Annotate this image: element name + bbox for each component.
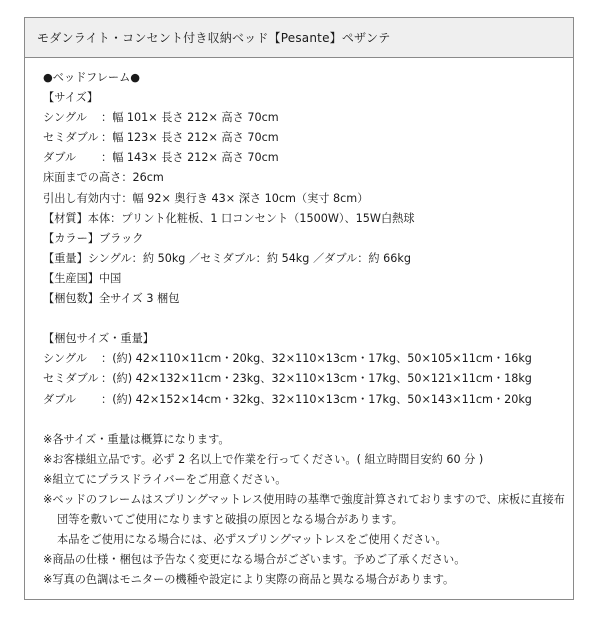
note-line: ※組立てにプラスドライバーをご用意ください。 xyxy=(43,472,287,486)
note-line: ※写真の色調はモニターの機種や設定により実際の商品と異なる場合があります。 xyxy=(43,573,455,587)
note-line: ※お客様組立品です。必ず 2 名以上で作業を行ってください。( 組立時間目安約 60 分 ) xyxy=(43,452,484,466)
size-value: ：幅 101× 長さ 212× 高さ 70cm xyxy=(101,111,279,125)
size-heading: 【サイズ】 xyxy=(43,91,99,105)
package-label: ダブル xyxy=(43,392,77,406)
size-value: ：幅 143× 長さ 212× 高さ 70cm xyxy=(101,151,279,165)
spacer xyxy=(43,309,565,329)
size-label: ダブル xyxy=(43,151,77,165)
size-row xyxy=(43,148,565,168)
spec-panel xyxy=(24,17,574,600)
spec-package-count: 【梱包数】全サイズ 3 梱包 xyxy=(43,292,180,306)
note-line: 本品をご使用になる場合には、必ずスプリングマットレスをご使用ください。 xyxy=(57,533,447,547)
size-label: シングル xyxy=(43,111,87,125)
page-title: モダンライト・コンセント付き収納ベッド【Pesante】ペザンテ xyxy=(37,31,391,45)
note-line: ※商品の仕様・梱包は予告なく変更になる場合がございます。予めご了承ください。 xyxy=(43,553,466,567)
frame-heading: ●ベッドフレーム● xyxy=(43,71,141,84)
package-label: セミダブル xyxy=(43,372,99,386)
package-value: ：(約) 42×152×14cm・32kg、32×110×13cm・17kg、50×143×11cm・20kg xyxy=(101,392,532,406)
spec-floor-height: 床面までの高さ：26cm xyxy=(43,171,164,185)
spec-weight: 【重量】シングル：約 50kg ／セミダブル：約 54kg ／ダブル：約 66kg xyxy=(43,251,411,265)
note-line: 団等を敷いてご使用になりますと破損の原因となる場合があります。 xyxy=(57,513,403,527)
spec-color: 【カラー】ブラック xyxy=(43,231,144,245)
spec-origin: 【生産国】中国 xyxy=(43,271,122,285)
note-line: ※各サイズ・重量は概算になります。 xyxy=(43,432,230,446)
spacer xyxy=(43,410,565,430)
size-value: ：幅 123× 長さ 212× 高さ 70cm xyxy=(101,131,279,145)
spec-material: 【材質】本体：プリント化粧板、1 口コンセント（1500W）、15W白熱球 xyxy=(43,211,415,225)
size-row xyxy=(43,128,565,148)
note-line: ※ベッドのフレームはスプリングマットレス使用時の基準で強度計算されておりますので、床板に直接布 xyxy=(43,492,565,506)
spec-drawer-size: 引出し有効内寸：幅 92× 奥行き 43× 深さ 10cm（実寸 8cm） xyxy=(43,191,369,205)
package-value: ：(約) 42×110×11cm・20kg、32×110×13cm・17kg、50×105×11cm・16kg xyxy=(101,352,532,366)
size-row xyxy=(43,108,565,128)
package-row xyxy=(43,349,565,369)
package-value: ：(約) 42×132×11cm・23kg、32×110×13cm・17kg、50×121×11cm・18kg xyxy=(101,372,532,386)
panel-header xyxy=(25,18,573,58)
spec-content xyxy=(43,68,565,590)
package-label: シングル xyxy=(43,352,87,366)
package-row xyxy=(43,369,565,389)
package-row xyxy=(43,390,565,410)
package-heading: 【梱包サイズ・重量】 xyxy=(43,332,154,346)
size-label: セミダブル xyxy=(43,131,99,145)
